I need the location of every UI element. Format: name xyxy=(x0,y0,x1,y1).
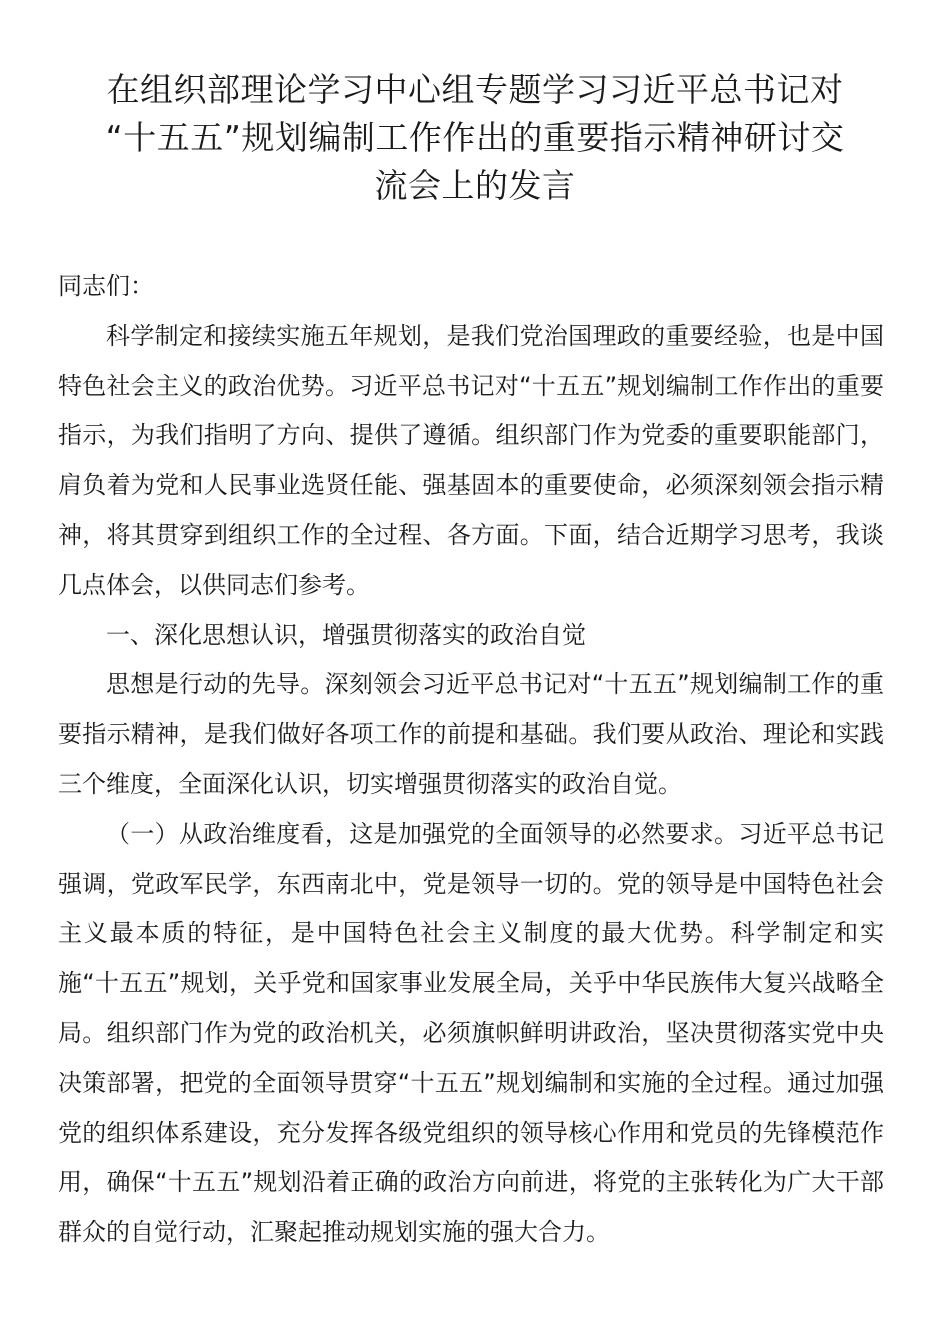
paragraph: 科学制定和接续实施五年规划，是我们党治国理政的重要经验，也是中国特色社会主义的政治优势。习近平总书记对“十五五”规划编制工作作出的重要指示，为我们指明了方向、提供了遵循。组织部门作为党委的重要职能部门，肩负着为党和人民事业选贤任能、强基固本的重要使命，必须深刻领会指示精神，将其贯穿到组织工作的全过程、各方面。下面，结合近期学习思考，我谈几点体会，以供同志们参考。 xyxy=(58,321,884,599)
section-heading: 一、深化思想认识，增强贯彻落实的政治自觉 xyxy=(106,620,586,649)
document-title xyxy=(60,66,890,210)
title-line: 在组织部理论学习中心组专题学习习近平总书记对 xyxy=(106,70,844,109)
title-line: 流会上的发言 xyxy=(374,166,576,205)
paragraph: 思想是行动的先导。深刻领会习近平总书记对“十五五”规划编制工作的重要指示精神，是我们做好各项工作的前提和基础。我们要从政治、理论和实践三个维度，全面深化认识，切实增强贯彻落实的政治自觉。 xyxy=(58,670,884,798)
title-line: “十五五”规划编制工作作出的重要指示精神研讨交 xyxy=(105,118,845,157)
document-body xyxy=(58,262,884,1258)
salutation: 同志们： xyxy=(58,272,154,300)
paragraph: （一）从政治维度看，这是加强党的全面领导的必然要求。习近平总书记强调，党政军民学，东西南北中，党是领导一切的。党的领导是中国特色社会主义最本质的特征，是中国特色社会主义制度的最大优势。科学制定和实施“十五五”规划，关乎党和国家事业发展全局，关乎中华民族伟大复兴战略全局。组织部门作为党的政治机关，必须旗帜鲜明讲政治，坚决贯彻落实党中央决策部署，把党的全面领导贯穿“十五五”规划编制和实施的全过程。通过加强党的组织体系建设，充分发挥各级党组织的领导核心作用和党员的先锋模范作用，确保“十五五”规划沿着正确的政治方向前进，将党的主张转化为广大干部群众的自觉行动，汇聚起推动规划实施的强大合力。 xyxy=(58,819,884,1247)
